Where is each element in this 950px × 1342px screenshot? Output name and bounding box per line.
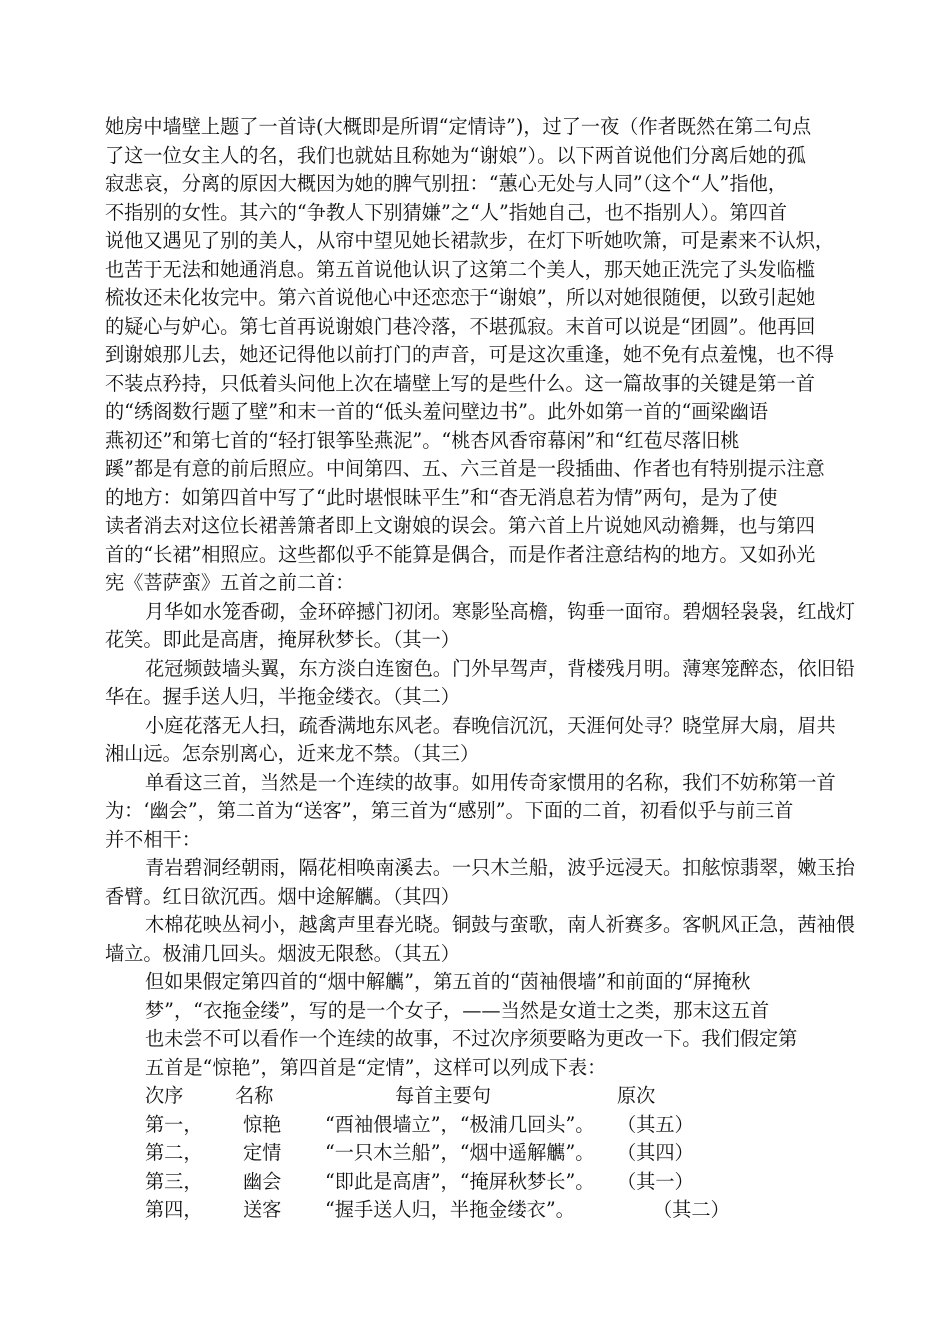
paragraph-commentary xyxy=(105,769,843,855)
row-original-order: （其一） xyxy=(617,1169,694,1193)
text-line: 墙立。极浦几回头。烟波无限愁。（其五） xyxy=(105,941,460,965)
table-row xyxy=(105,1111,843,1140)
header-original-order: 原次 xyxy=(617,1084,656,1107)
row-original-order: （其二） xyxy=(653,1198,730,1221)
row-order: 第二， xyxy=(145,1141,203,1164)
text-line: 的“绣阁数行题了壁”和末一首的“低头羞问壁边书”。此外如第一首的“画梁幽语 xyxy=(105,400,769,423)
row-original-order: （其五） xyxy=(617,1112,694,1136)
document-page xyxy=(105,113,855,1225)
table-header-row xyxy=(105,1082,843,1111)
text-line: 了这一位女主人的名，我们也就姑且称她为“谢娘”）。以下两首说他们分离后她的孤 xyxy=(105,143,806,167)
text-line: 并不相干： xyxy=(105,827,201,851)
row-main-lines: “即此是高唐”，“掩屏秋梦长”。 xyxy=(325,1169,595,1193)
text-line: 梦”，“衣拖金缕”，写的是一个女子，——当然是女道士之类，那末这五首 xyxy=(145,998,770,1022)
row-main-lines: “一只木兰船”，“烟中遥解觽”。 xyxy=(325,1141,595,1164)
paragraph-hypothesis xyxy=(105,968,843,1082)
row-main-lines: “酉袖偎墙立”，“极浦几回头”。 xyxy=(325,1112,595,1136)
table-row xyxy=(105,1196,843,1225)
header-main-lines: 每首主要句 xyxy=(395,1084,491,1107)
text-line: 花冠频鼓墙头翼，东方淡白连窗色。门外早驾声，背楼残月明。薄寒笼醉态，依旧铅 xyxy=(145,656,855,680)
header-order: 次序 xyxy=(145,1084,184,1107)
text-line: 但如果假定第四首的“烟中解觽”，第五首的“茵袖偎墙”和前面的“屏掩秋 xyxy=(145,970,751,993)
text-line: 不指别的女性。其六的“争教人下别猜嫌”之“人”指她自己，也不指别人）。第四首 xyxy=(105,200,788,224)
text-line: 花笑。即此是高唐，掩屏秋梦长。（其一） xyxy=(105,628,460,651)
text-line: 首的“长裙”相照应。这些都似乎不能算是偶合，而是作者注意结构的地方。又如孙光 xyxy=(105,542,816,566)
row-main-lines: “握手送人归，半拖金缕衣”。 xyxy=(325,1198,575,1221)
poem-2 xyxy=(105,655,855,712)
row-order: 第四， xyxy=(145,1198,203,1221)
text-line: 木棉花映丛祠小，越禽声里春光晓。铜鼓与蛮歌，南人祈赛多。客帆风正急，茜袖偎 xyxy=(145,913,855,936)
row-name: 定情 xyxy=(243,1141,282,1164)
header-name: 名称 xyxy=(235,1084,274,1107)
text-line: 青岩碧洞经朝雨，隔花相唤南溪去。一只木兰船，波乎远浸天。扣舷惊翡翠，嫩玉抬 xyxy=(145,856,855,879)
text-line: 宪《菩萨蛮》五首之前二首： xyxy=(105,571,355,594)
row-order: 第一， xyxy=(145,1112,203,1136)
text-line: 蹊”都是有意的前后照应。中间第四、五、六三首是一段插曲、作者也有特别提示注意 xyxy=(105,457,825,480)
text-line: 梳妆还未化妆完中。第六首说他心中还恋恋于“谢娘”，所以对她很随便，以致引起她 xyxy=(105,286,816,309)
row-name: 幽会 xyxy=(243,1169,282,1193)
text-line: 她房中墙壁上题了一首诗(大概即是所谓“定情诗”)，过了一夜（作者既然在第二句点 xyxy=(105,115,812,138)
row-original-order: （其四） xyxy=(617,1141,694,1164)
text-line: 华在。握手送人归，半拖金缕衣。（其二） xyxy=(105,685,460,708)
text-line: 到谢娘那儿去，她还记得他以前打门的声音，可是这次重逢，她不免有点羞愧，也不得 xyxy=(105,343,835,366)
paragraph-analysis xyxy=(105,113,843,598)
table-row xyxy=(105,1139,843,1168)
text-line: 五首是“惊艳”，第四首是“定情”，这样可以列成下表： xyxy=(145,1055,607,1079)
text-line: 不装点矜持，只低着头问他上次在墙壁上写的是些什么。这一篇故事的关键是第一首 xyxy=(105,371,815,395)
table-row xyxy=(105,1168,843,1197)
text-line: 燕初还”和第七首的“轻打银筝坠燕泥”。“桃杏风香帘幕闲”和“红苞尽落旧桃 xyxy=(105,428,740,452)
row-order: 第三， xyxy=(145,1169,203,1193)
text-line: 也苦于无法和她通消息。第五首说他认识了这第二个美人，那天她正洗完了头发临槛 xyxy=(105,257,815,281)
poem-5 xyxy=(105,911,855,968)
row-name: 送客 xyxy=(243,1198,282,1221)
text-line: 月华如水笼香砌，金环碎撼门初闭。寒影坠高檐，钩垂一面帘。碧烟轻袅袅，红战灯 xyxy=(145,599,855,623)
text-line: 香臂。红日欲沉西。烟中途解觽。（其四） xyxy=(105,884,460,908)
text-line: 也未尝不可以看作一个连续的故事，不过次序须要略为更改一下。我们假定第 xyxy=(145,1027,798,1050)
text-line: 的疑心与妒心。第七首再说谢娘门巷冷落，不堪孤寂。末首可以说是“团圆”。他再回 xyxy=(105,314,816,338)
text-line: 寂悲哀，分离的原因大概因为她的脾气别扭：“蕙心无处与人同”（这个“人”指他， xyxy=(105,172,788,195)
poem-3 xyxy=(105,712,843,769)
poem-4 xyxy=(105,854,855,911)
text-line: 小庭花落无人扫，疏香满地东风老。春晚信沉沉，天涯何处寻？晓堂屏大扇，眉共 xyxy=(145,713,836,737)
order-table xyxy=(105,1082,843,1225)
text-line: 单看这三首，当然是一个连续的故事。如用传奇家惯用的名称，我们不妨称第一首 xyxy=(145,770,836,794)
poem-1 xyxy=(105,598,855,655)
text-line: 说他又遇见了别的美人，从帘中望见她长裙款步，在灯下听她吹箫，可是素来不认炽， xyxy=(105,229,835,252)
row-name: 惊艳 xyxy=(243,1112,282,1136)
text-line: 为：‘幽会”，第二首为“送客”，第三首为“感别”。下面的二首，初看似乎与前三首 xyxy=(105,799,794,822)
text-line: 湘山远。怎奈别离心，近来龙不禁。（其三） xyxy=(105,742,480,765)
text-line: 读者消去对这位长裙善箫者即上文谢娘的误会。第六首上片说她风动襜舞，也与第四 xyxy=(105,514,815,537)
text-line: 的地方：如第四首中写了“此时堪恨昧平生”和“杳无消息若为情”两句，是为了使 xyxy=(105,485,778,509)
